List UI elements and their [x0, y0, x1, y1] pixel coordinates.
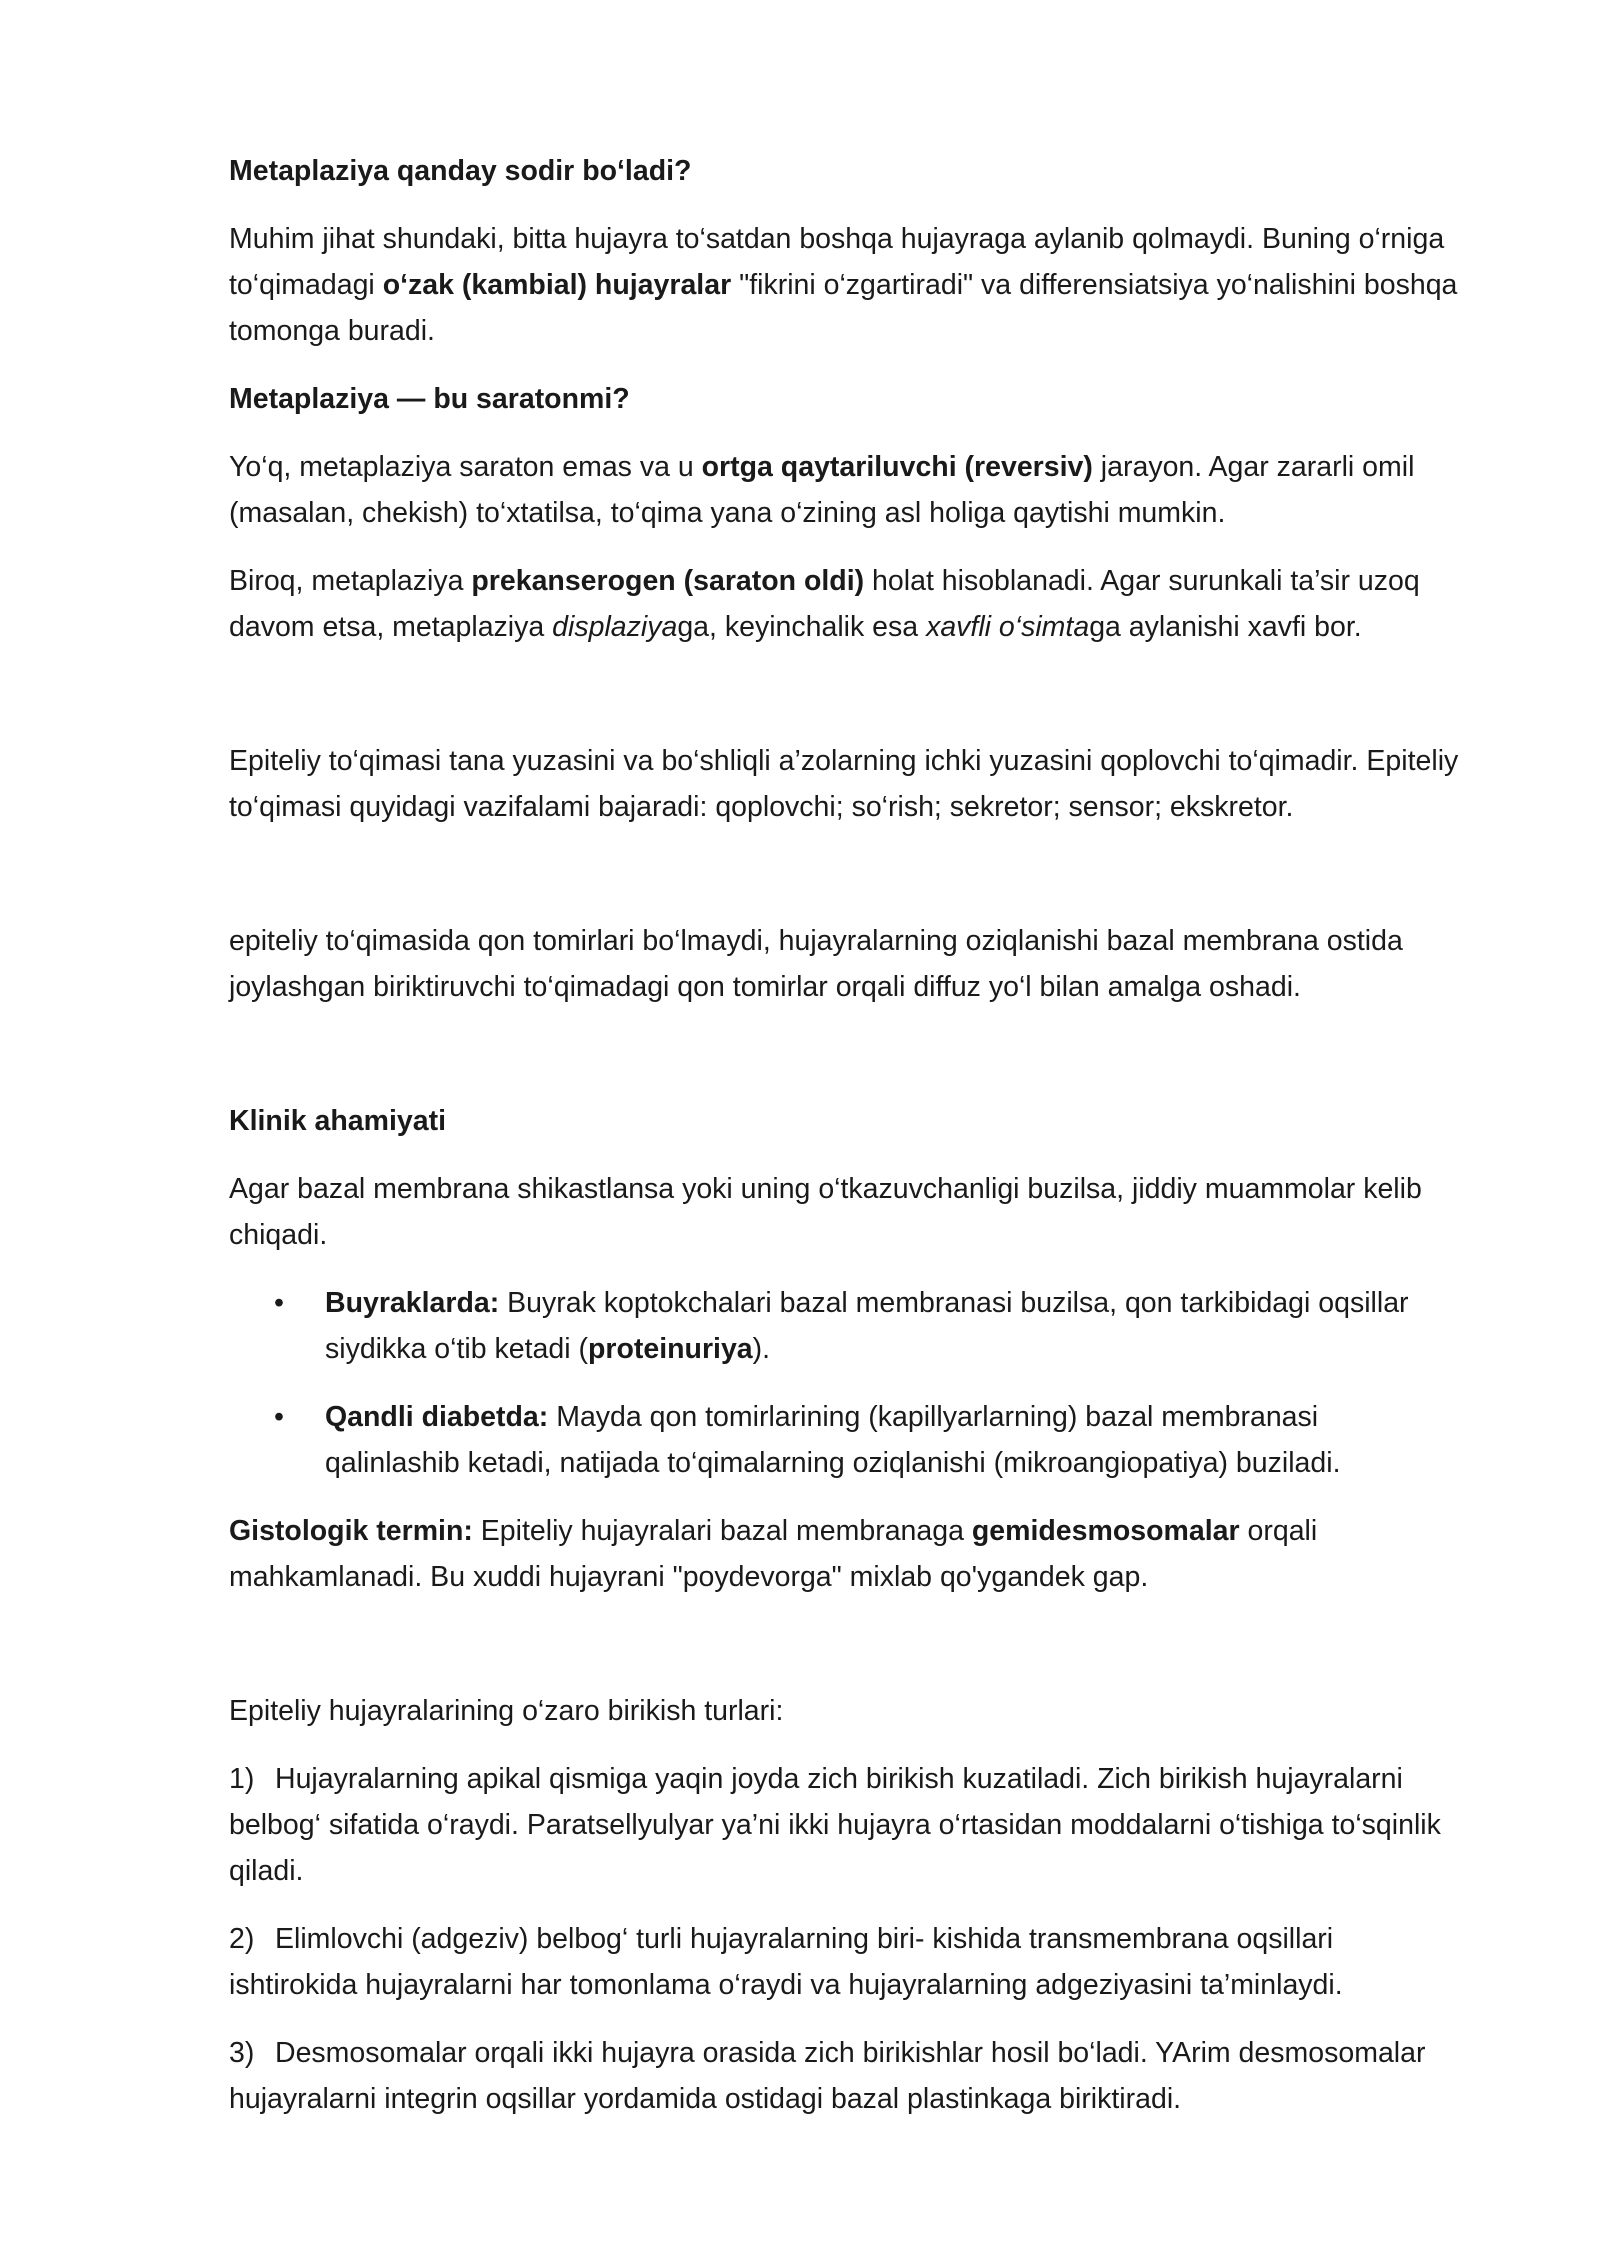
bold-term: o‘zak (kambial) hujayralar: [382, 269, 732, 301]
clinical-bullet-list: [229, 1280, 1460, 1486]
paragraph-epithelium-definition: Epiteliy to‘qimasi tana yuzasini va bo‘shliqli a’zolarning ichki yuzasini qoplovchi to‘qimadir. Epiteliy to‘qimasi quyidagi vazifalami bajaradi: qoplovchi; so‘rish; sekretor; sensor; ekskretor.: [229, 745, 1459, 823]
heading-metaplasia-process: Metaplaziya qanday sodir bo‘ladi?: [229, 155, 692, 187]
item-number: 2): [229, 1923, 255, 1955]
text-segment: ga, keyinchalik esa: [677, 611, 927, 643]
text-segment: ).: [752, 1333, 771, 1365]
text-segment: Biroq, metaplaziya: [229, 565, 472, 597]
numbered-item: [229, 2030, 1460, 2122]
bullet-icon: •: [274, 1287, 284, 1319]
paragraph-precancerous: [229, 558, 1460, 650]
item-text: Elimlovchi (adgeziv) belbog‘ turli hujayralarning biri- kishida transmembrana oqsillari ishtirokida hujayralarni har tomonlama o‘raydi va hujayralarning adgeziyasini ta’minlaydi.: [229, 1923, 1343, 2001]
bold-term: proteinuriya: [587, 1333, 753, 1365]
paragraph-clinical-intro: Agar bazal membrana shikastlansa yoki uning o‘tkazuvchanligi buzilsa, jiddiy muammolar kelib chiqadi.: [229, 1173, 1422, 1251]
bullet-icon: •: [274, 1401, 284, 1433]
italic-term: displaziya: [552, 611, 678, 643]
bold-term: Gistologik termin:: [229, 1515, 473, 1547]
item-number: 1): [229, 1763, 255, 1795]
text-segment: jarayon. Agar zararli omil (masalan, chekish) to‘xtatilsa, to‘qima yana o‘zining asl holiga qaytishi mumkin.: [229, 451, 1415, 529]
paragraph-metaplasia-process: [229, 216, 1460, 354]
text-segment: Muhim jihat shundaki, bitta hujayra to‘satdan boshqa hujayraga aylanib qolmaydi. Buning o‘rniga to‘qimadagi: [229, 223, 1445, 301]
paragraph-histological-term: [229, 1508, 1460, 1600]
text-segment: ga aylanishi xavfi bor.: [1089, 611, 1362, 643]
bold-term: Buyraklarda:: [325, 1287, 500, 1319]
italic-term: xavfli o‘simta: [926, 611, 1090, 643]
text-segment: holat hisoblanadi. Agar surunkali ta’sir uzoq davom etsa, metaplaziya: [229, 565, 1420, 643]
paragraph-junctions-intro: Epiteliy hujayralarining o‘zaro birikish turlari:: [229, 1695, 784, 1727]
numbered-item: [229, 1756, 1460, 1894]
list-item: [274, 1280, 1460, 1372]
list-item: [274, 1394, 1460, 1486]
bold-term: Qandli diabetda:: [325, 1401, 549, 1433]
text-segment: orqali mahkamlanadi. Bu xuddi hujayrani "poydevorga" mixlab qo'ygandek gap.: [229, 1515, 1318, 1593]
text-segment: "fikrini o‘zgartiradi" va differensiatsiya yo‘nalishini boshqa tomonga buradi.: [229, 269, 1458, 347]
heading-metaplasia-cancer: Metaplaziya — bu saratonmi?: [229, 383, 630, 415]
paragraph-epithelium-nutrition: epiteliy to‘qimasida qon tomirlari bo‘lmaydi, hujayralarning oziqlanishi bazal membrana ostida joylashgan biriktiruvchi to‘qimadagi qon tomirlar orqali diffuz yo‘l bilan amalga oshadi.: [229, 925, 1403, 1003]
bold-term: prekanserogen (saraton oldi): [471, 565, 865, 597]
item-text: Hujayralarning apikal qismiga yaqin joyda zich birikish kuzatiladi. Zich birikish hujayralarni belbog‘ sifatida o‘raydi. Paratsellyulyar ya’ni ikki hujayra o‘rtasidan moddalarni o‘tishiga to‘sqinlik qiladi.: [229, 1763, 1441, 1887]
bold-term: gemidesmosomalar: [971, 1515, 1240, 1547]
numbered-item: [229, 1916, 1460, 2008]
item-number: 3): [229, 2037, 255, 2069]
text-segment: Buyrak koptokchalari bazal membranasi buzilsa, qon tarkibidagi oqsillar siydikka o‘tib ketadi (: [325, 1287, 1409, 1365]
text-segment: Epiteliy hujayralari bazal membranaga: [472, 1515, 972, 1547]
bold-term: ortga qaytariluvchi (reversiv): [701, 451, 1093, 483]
text-segment: Yo‘q, metaplaziya saraton emas va u: [229, 451, 702, 483]
heading-clinical: Klinik ahamiyati: [229, 1105, 446, 1137]
item-text: Desmosomalar orqali ikki hujayra orasida zich birikishlar hosil bo‘ladi. YArim desmosomalar hujayralarni integrin oqsillar yordamida ostidagi bazal plastinkaga biriktiradi.: [229, 2037, 1426, 2115]
text-segment: Mayda qon tomirlarining (kapillyarlarning) bazal membranasi qalinlashib ketadi, natijada to‘qimalarning oziqlanishi (mikroangiopatiya) buziladi.: [325, 1401, 1341, 1479]
paragraph-reversible: [229, 444, 1460, 536]
